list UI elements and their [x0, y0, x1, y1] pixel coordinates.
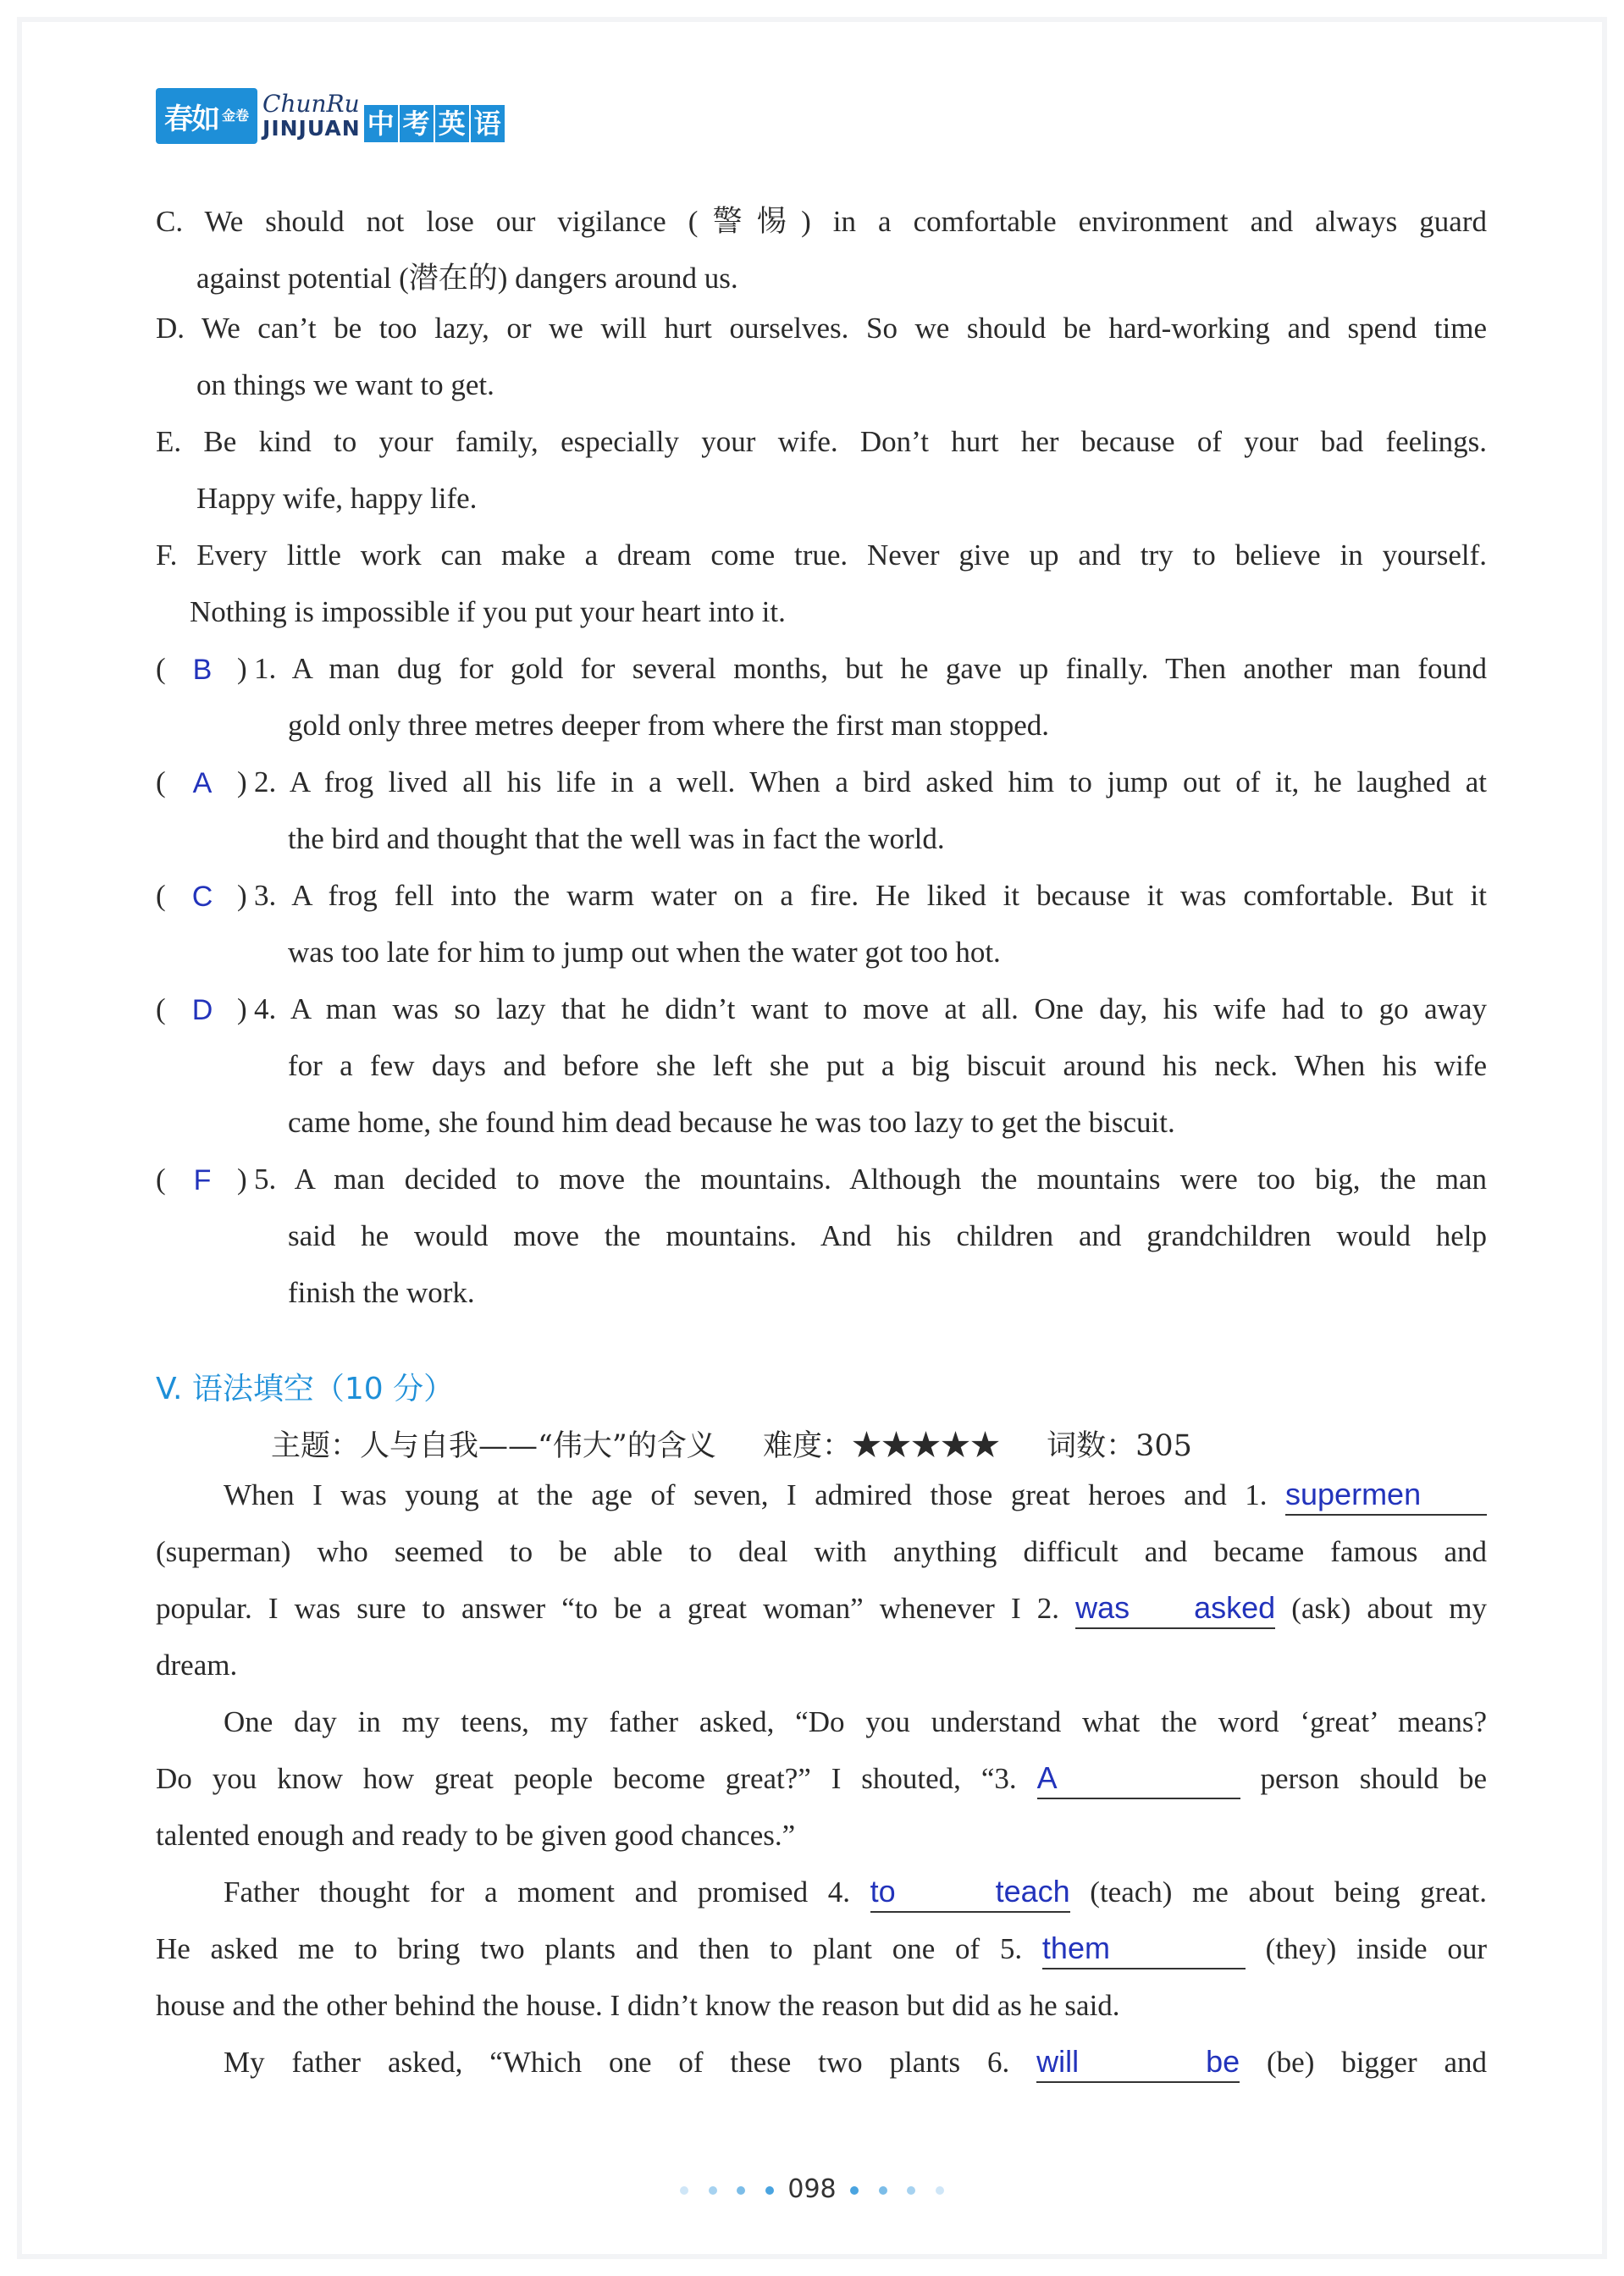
question-text-cont: said he would move the mountains. And his children and grandchildren would help	[288, 1219, 1487, 1252]
question-text-cont: came home, she found him dead because he was too lazy to get the biscuit.	[288, 1106, 1175, 1139]
option-d-line2: on things we want to get.	[196, 368, 494, 401]
question-text-cont: finish the work.	[288, 1276, 475, 1309]
decor-dot	[907, 2186, 915, 2195]
paren-open: (	[156, 879, 166, 912]
decor-dot	[737, 2186, 745, 2195]
answer-blank-3: A	[1037, 1765, 1240, 1799]
brand-logo	[156, 88, 257, 144]
answer-blank-1: supermen	[1285, 1482, 1487, 1516]
question-text: 1. A man dug for gold for several months, but he gave up finally. Then another man found	[254, 652, 1487, 685]
option-c-line1: C. We should not lose our vigilance (警惕) in a comfortable environment and always guard	[156, 205, 1487, 238]
paren-close: )	[237, 992, 247, 1025]
brand-cn: 春如	[164, 102, 218, 136]
tag-char: 语	[471, 105, 505, 142]
answer-letter: B	[192, 654, 213, 686]
paren-open: (	[156, 1163, 166, 1196]
option-d-line1: D. We can’t be too lazy, or we will hurt ourselves. So we should be hard-working and spend time	[156, 312, 1487, 345]
decor-dot	[879, 2186, 887, 2195]
passage-line: One day in my teens, my father asked, “Do you understand what the word ‘great’ means?	[224, 1705, 1487, 1738]
theme-label: 主题：人与自我——“伟大”的含义	[271, 1429, 716, 1463]
option-e-line2: Happy wife, happy life.	[196, 482, 478, 515]
passage-line: talented enough and ready to be given good chances.”	[156, 1819, 796, 1852]
page-footer	[0, 2174, 1624, 2204]
passage-line: popular. I was sure to answer “to be a great woman” whenever I 2. was asked (ask) about my	[156, 1592, 1487, 1629]
header-logo	[156, 86, 505, 146]
difficulty-label: 难度：★★★★★	[762, 1429, 1000, 1463]
decor-dot	[680, 2186, 688, 2195]
subject-tag	[362, 90, 505, 142]
section-meta	[271, 1422, 1229, 1465]
answer-letter: D	[191, 994, 213, 1026]
answer-blank-6: will be	[1036, 2049, 1240, 2083]
page-number: 098	[787, 2174, 837, 2204]
paren-open: (	[156, 765, 166, 798]
paren-close: )	[237, 765, 247, 798]
section-title: V. 语法填空（10 分）	[156, 1372, 455, 1406]
passage-line: dream.	[156, 1649, 238, 1682]
question-text-cont: for a few days and before she left she put a big biscuit around his neck. When his wife	[288, 1049, 1487, 1082]
question-text-cont: was too late for him to jump out when the water got too hot.	[288, 936, 1001, 969]
brand-en-2: JINJUAN	[262, 116, 361, 141]
tag-char: 中	[364, 105, 398, 142]
brand-en	[262, 91, 361, 141]
tag-char: 考	[400, 105, 434, 142]
answer-letter: A	[192, 767, 213, 799]
passage-line: He asked me to bring two plants and then to plant one of 5. them (they) inside our	[156, 1932, 1487, 1969]
passage-line: Father thought for a moment and promised 4. to teach (teach) me about being great.	[156, 1875, 1487, 1913]
passage-line: When I was young at the age of seven, I admired those great heroes and 1. supermen	[156, 1478, 1487, 1516]
option-e-line1: E. Be kind to your family, especially your wife. Don’t hurt her because of your bad feelings.	[156, 425, 1488, 458]
answer-letter: C	[191, 881, 213, 913]
question-text-cont: gold only three metres deeper from where the first man stopped.	[288, 709, 1050, 742]
question-text: 4. A man was so lazy that he didn’t want to move at all. One day, his wife had to go away	[254, 992, 1487, 1025]
question-text-cont: the bird and thought that the well was in fact the world.	[288, 822, 945, 855]
decor-dot	[709, 2186, 717, 2195]
answer-blank-5: them	[1042, 1936, 1246, 1969]
decor-dot	[765, 2186, 774, 2195]
paren-open: (	[156, 992, 166, 1025]
answer-letter: F	[193, 1164, 212, 1196]
paren-open: (	[156, 652, 166, 685]
option-f-line1: F. Every little work can make a dream come true. Never give up and try to believe in yourself.	[156, 539, 1488, 572]
answer-blank-2: was asked	[1075, 1595, 1275, 1629]
option-f-line2: Nothing is impossible if you put your heart into it.	[190, 595, 786, 628]
question-text: 2. A frog lived all his life in a well. When a bird asked him to jump out of it, he laughed at	[254, 765, 1487, 798]
question-text: 3. A frog fell into the warm water on a fire. He liked it because it was comfortable. But it	[254, 879, 1487, 912]
brand-sub: 金卷	[222, 108, 250, 124]
brand-en-1: ChunRu	[262, 90, 360, 118]
decor-dot	[936, 2186, 944, 2195]
passage-line: My father asked, “Which one of these two plants 6. will be (be) bigger and	[156, 2046, 1487, 2083]
word-count-label: 词数：305	[1047, 1429, 1192, 1463]
answer-blank-4: to teach	[870, 1879, 1070, 1913]
tag-char: 英	[435, 105, 469, 142]
passage-line: (superman) who seemed to be able to deal with anything difficult and became famous and	[156, 1535, 1487, 1568]
passage-line: house and the other behind the house. I didn’t know the reason but did as he said.	[156, 1989, 1120, 2022]
option-c-line2: against potential (潜在的) dangers around us.	[196, 262, 738, 295]
paren-close: )	[237, 652, 247, 685]
question-text: 5. A man decided to move the mountains. Although the mountains were too big, the man	[254, 1163, 1487, 1196]
paren-close: )	[237, 1163, 247, 1196]
paren-close: )	[237, 879, 247, 912]
passage-line: Do you know how great people become great?” I shouted, “3. A person should be	[156, 1762, 1487, 1799]
decor-dot	[850, 2186, 859, 2195]
